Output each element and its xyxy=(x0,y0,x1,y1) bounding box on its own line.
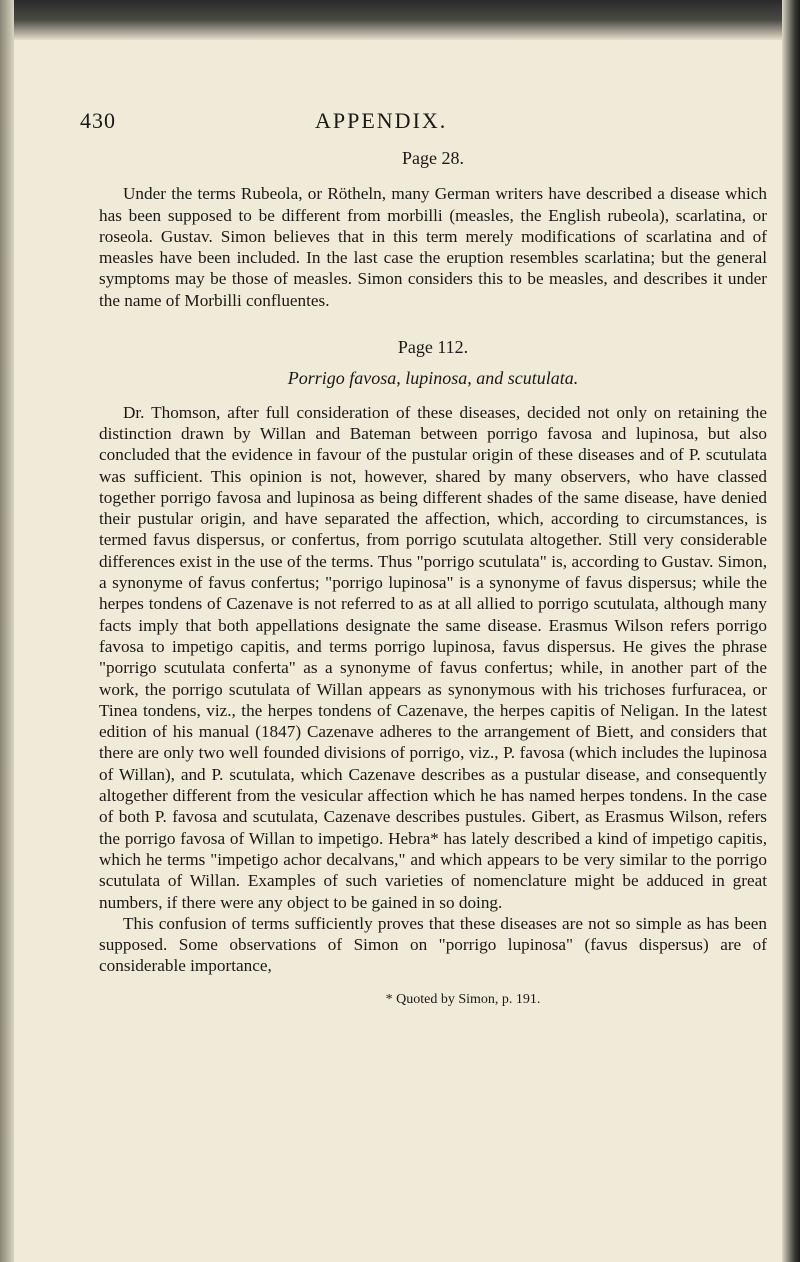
section-heading-page-28: Page 28. xyxy=(402,148,464,168)
scan-edge-right xyxy=(782,0,800,1262)
running-title: APPENDIX. xyxy=(315,108,448,133)
paragraph-rubeola: Under the terms Rubeola, or Rötheln, many German writers have described a disease which has been supposed to be different from morbilli (measles, the English rubeola), scarlatina, or roseola. Gustav. Simon believes that in this term merely modifications of scarlatina and of measles have been included. In the last case the eruption resembles scarlatina; but the general symptoms may be those of measles. Simon considers this to be measles, and describes it under the name of Morbilli confluentes. xyxy=(99,184,767,310)
paragraph-porrigo-thomson: Dr. Thomson, after full consideration of these diseases, decided not only on retaining the distinction drawn by Willan and Bateman between porrigo favosa and lupinosa, but also concluded that the evidence in favour of the pustular origin of these diseases and of P. scutulata was sufficient. This opinion is not, however, shared by many observers, who have classed together porrigo favosa and lupinosa as being different shades of the same disease, have denied their pustular origin, and have separated the affection, which, according to circumstances, is termed favus dispersus, or confertus, from porrigo scutulata altogether. Still very considerable differences exist in the use of the terms. Thus "porrigo scutulata" is, according to Gustav. Simon, a synonyme of favus confertus; "porrigo lupinosa" is a synonyme of favus dispersus; while the herpes tondens of Cazenave is not referred to as at all allied to porrigo scutulata, although many facts imply that both appellations designate the same disease. Erasmus Wilson refers porrigo favosa to impetigo capitis, and terms porrigo lupinosa, favus dispersus. He gives the phrase "porrigo scutulata conferta" as a synonyme of favus confertus; while, in another part of the work, the porrigo scutulata of Willan appears as synonymous with his trichoses furfuracea, or Tinea tondens, viz., the herpes tondens of Cazenave, the herpes capitis of Neligan. In the latest edition of his manual (1847) Cazenave adheres to the arrangement of Biett, and considers that there are only two well founded divisions of porrigo, viz., P. favosa (which includes the lupinosa of Willan), and P. scutulata, which Cazenave describes as a pustular disease, and consequently altogether different from the vesicular affection which he has named herpes tondens. In the case of both P. favosa and scutulata, Cazenave describes pustules. Gibert, as Erasmus Wilson, refers the porrigo favosa of Willan to impetigo. Hebra* has lately described a kind of impetigo capitis, which he terms "impetigo achor decalvans," and which appears to be very similar to the porrigo scutulata of Willan. Examples of such varieties of nomenclature might be adduced in great numbers, if there were any object to be gained in so doing. xyxy=(99,402,767,912)
paragraph-porrigo-confusion: This confusion of terms sufficiently proves that these diseases are not so simple as has been supposed. Some observations of Simon on "porrigo lupinosa" (favus dispersus) are of considerable importance, xyxy=(99,913,767,976)
section-subtitle-porrigo: Porrigo favosa, lupinosa, and scutulata. xyxy=(287,368,579,389)
page-number: 430 xyxy=(80,108,116,133)
running-head xyxy=(80,108,770,136)
footnote: * Quoted by Simon, p. 191. xyxy=(385,991,541,1007)
section-heading-page-112: Page 112. xyxy=(397,337,469,358)
scan-edge-top xyxy=(0,0,800,40)
scan-edge-left xyxy=(0,0,14,1262)
page-body xyxy=(99,148,767,1010)
